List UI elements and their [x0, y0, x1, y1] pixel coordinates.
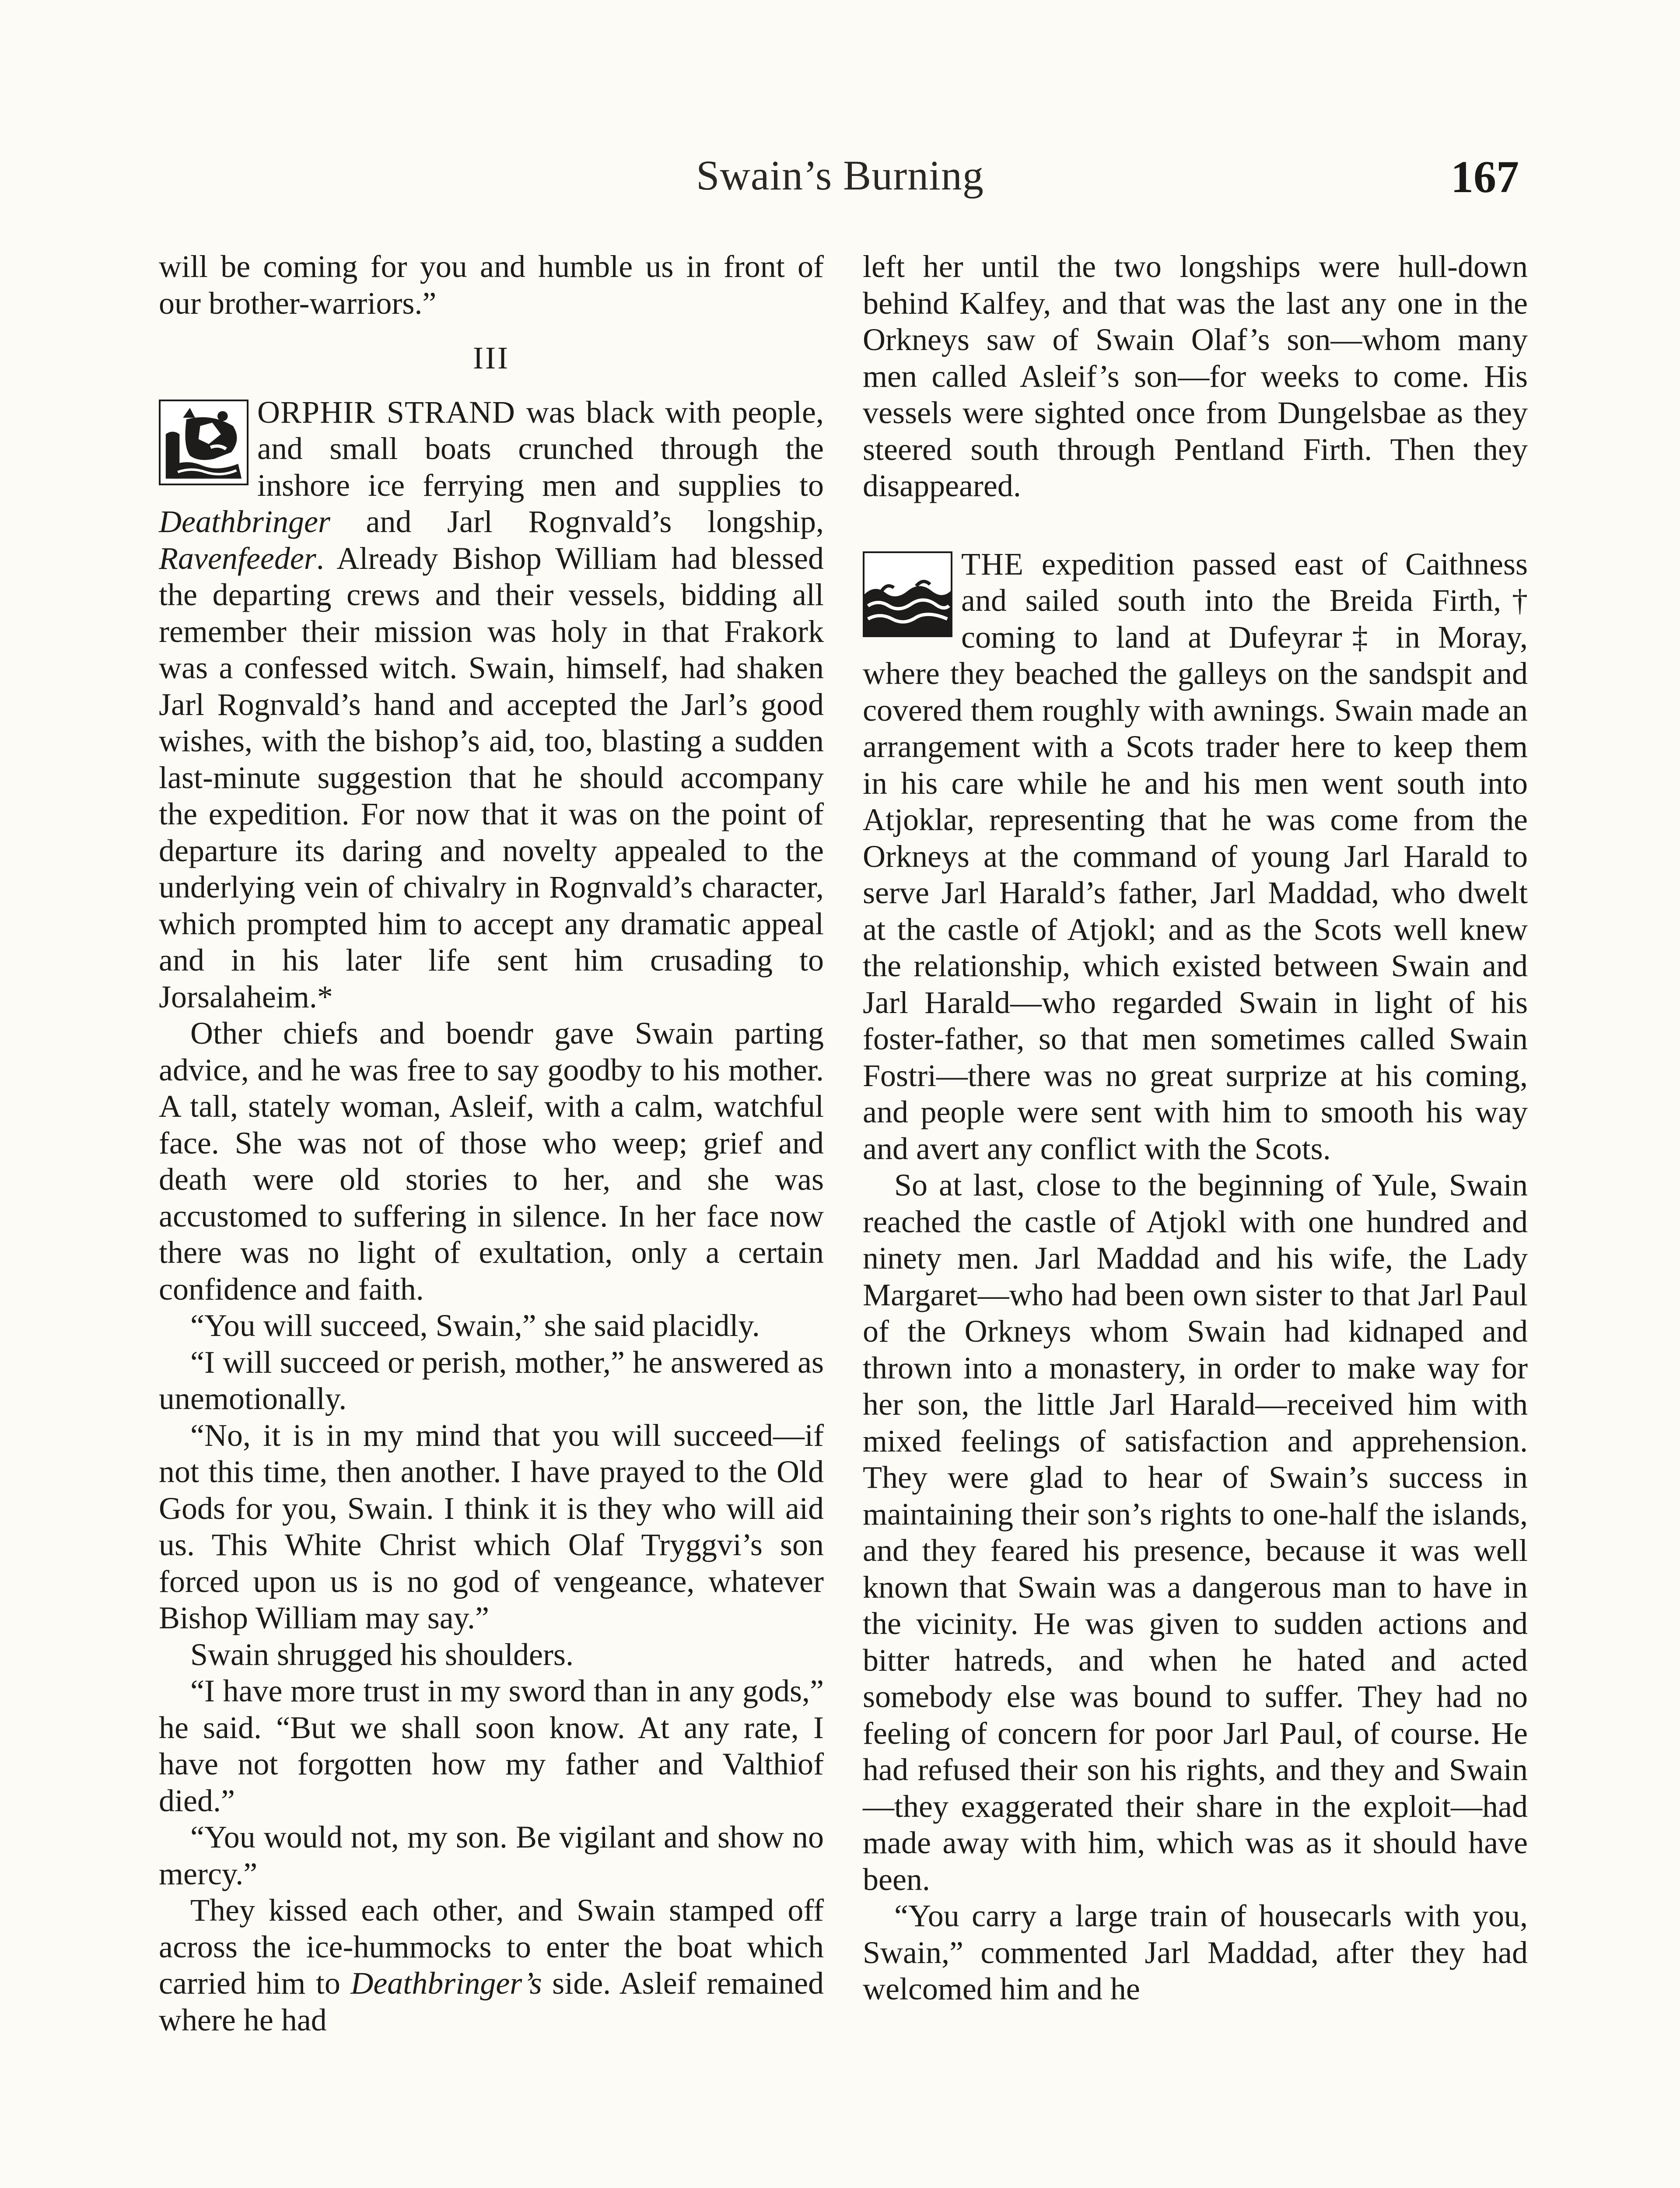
paragraph: “You would not, my son. Be vigilant and show no mercy.” — [159, 1820, 824, 1891]
ship-name-deathbringer: Deathbringer — [159, 504, 330, 539]
paragraph-text: They kissed each other, and Swain stamped off across the ice-hummocks to enter the boat which carried him to — [159, 1893, 824, 2001]
opening-paragraph — [159, 394, 824, 1016]
section-number: III — [473, 340, 510, 375]
page-number: 167 — [1451, 152, 1519, 202]
paragraph: Other chiefs and boendr gave Swain parting advice, and he was free to say goodby to his mother. A tall, stately woman, Asleif, with a calm, watchful face. She was not of those who weep; grief and death were old stories to her, and she was accustomed to suffering in silence. In her face now there was no light of exultation, only a certain confidence and faith. — [159, 1016, 824, 1307]
drop-cap-lead-words: THE — [961, 546, 1024, 582]
carry-over-paragraph: will be coming for you and humble us in front of our brother-warriors.” — [159, 249, 824, 321]
section-break — [863, 505, 1528, 546]
paragraph-text: and Jarl Rognvald’s longship, — [330, 504, 824, 539]
paragraph: Swain shrugged his shoulders. — [190, 1637, 574, 1672]
paragraph: “No, it is in my mind that you will succeed—if not this time, then another. I have prayed to the Old Gods for you, Swain. I think it is they who will aid us. This White Christ which Olaf Tryggvi’s son forced upon us is no god of vengeance, whatever Bishop William may say.” — [159, 1417, 824, 1635]
paragraph: “I have more trust in my sword than in any gods,” he said. “But we shall soon know. At any rate, I have not forgotten how my father and Valthiof died.” — [159, 1673, 824, 1818]
paragraph: “You carry a large train of housecarls with you, Swain,” commented Jarl Maddad, after they had welcomed him and he — [863, 1898, 1528, 2006]
paragraph-text: . Already Bishop William had blessed the departing crews and their vessels, bidding all remember their mission was holy in that Frakork was a confessed witch. Swain, himself, had shaken Jarl Rognvald’s hand and accepted the Jarl’s good wishes, with the bishop’s aid, too, blasting a sudden last-minute suggestion that he should accompany the expedition. For now that it was on the point of departure its daring and novelty appealed to the underlying vein of chivalry in Rognvald’s character, which prompted him to accept any dramatic appeal and in his later life sent him crusading to Jorsalaheim.* — [159, 540, 824, 1014]
left-column — [159, 249, 824, 2038]
drop-cap-viking-ship-icon — [159, 400, 248, 485]
paragraph — [159, 1892, 824, 2038]
running-title: Swain’s Burning — [696, 152, 984, 199]
drop-cap-waves-icon — [863, 551, 952, 637]
ship-name-deathbringer: Deathbringer’s — [350, 1966, 542, 2001]
drop-cap-lead-words: ORPHIR STRAND — [257, 394, 515, 430]
paragraph: “I will succeed or perish, mother,” he answered as unemotionally. — [159, 1344, 824, 1416]
section-opening-paragraph — [863, 546, 1528, 1168]
paragraph-text: was black with people, and small boats crunched through the inshore ice ferrying men and supplies to — [257, 394, 824, 503]
paragraph-text: side. Asleif remained where he had — [159, 1966, 824, 2037]
paragraph-text: expedition passed east of Caithness and sailed south into the Breida Firth,† coming to land at Dufeyrar‡ in Moray, where they beached the galleys on the sandspit and covered them roughly with awnings. Swain made an arrangement with a Scots trader here to keep them in his care while he and his men went south into Atjoklar, representing that he was come from the Orkneys at the command of young Jarl Harald to serve Jarl Harald’s father, Jarl Maddad, who dwelt at the castle of Atjokl; and as the Scots well knew the relationship, which existed between Swain and Jarl Harald—who regarded Swain in light of his foster-father, so that men sometimes called Swain Fostri—there was no great surprize at his coming, and people were sent with him to smooth his way and avert any conflict with the Scots. — [863, 546, 1528, 1166]
running-head — [0, 151, 1680, 208]
paragraph: So at last, close to the beginning of Yule, Swain reached the castle of Atjokl with one hundred and ninety men. Jarl Maddad and his wife, the Lady Margaret—who had been own sister to that Jarl Paul of the Orkneys whom Swain had kidnaped and thrown into a monastery, in order to make way for her son, the little Jarl Harald—received him with mixed feelings of satisfaction and apprehension. They were glad to hear of Swain’s success in maintaining their son’s rights to one-half the islands, and they feared his presence, because it was well known that Swain was a dangerous man to have in the vicinity. He was given to sudden actions and bitter hatreds, and when he hated and acted somebody else was bound to suffer. They had no feeling of concern for poor Jarl Paul, of course. He had refused their son his rights, and they and Swain—they exaggerated their share in the exploit—had made away with him, which was as it should have been. — [863, 1168, 1528, 1897]
ship-name-ravenfeeder: Ravenfeeder — [159, 540, 316, 576]
carry-over-paragraph: left her until the two longships were hull-down behind Kalfey, and that was the last any one in the Orkneys saw of Swain Olaf’s son—whom many men called Asleif’s son—for weeks to come. His vessels were sighted once from Dungelsbae as they steered south through Pentland Firth. Then they disappeared. — [863, 249, 1528, 503]
paragraph: “You will succeed, Swain,” she said placidly. — [190, 1308, 760, 1343]
right-column — [863, 249, 1528, 2008]
